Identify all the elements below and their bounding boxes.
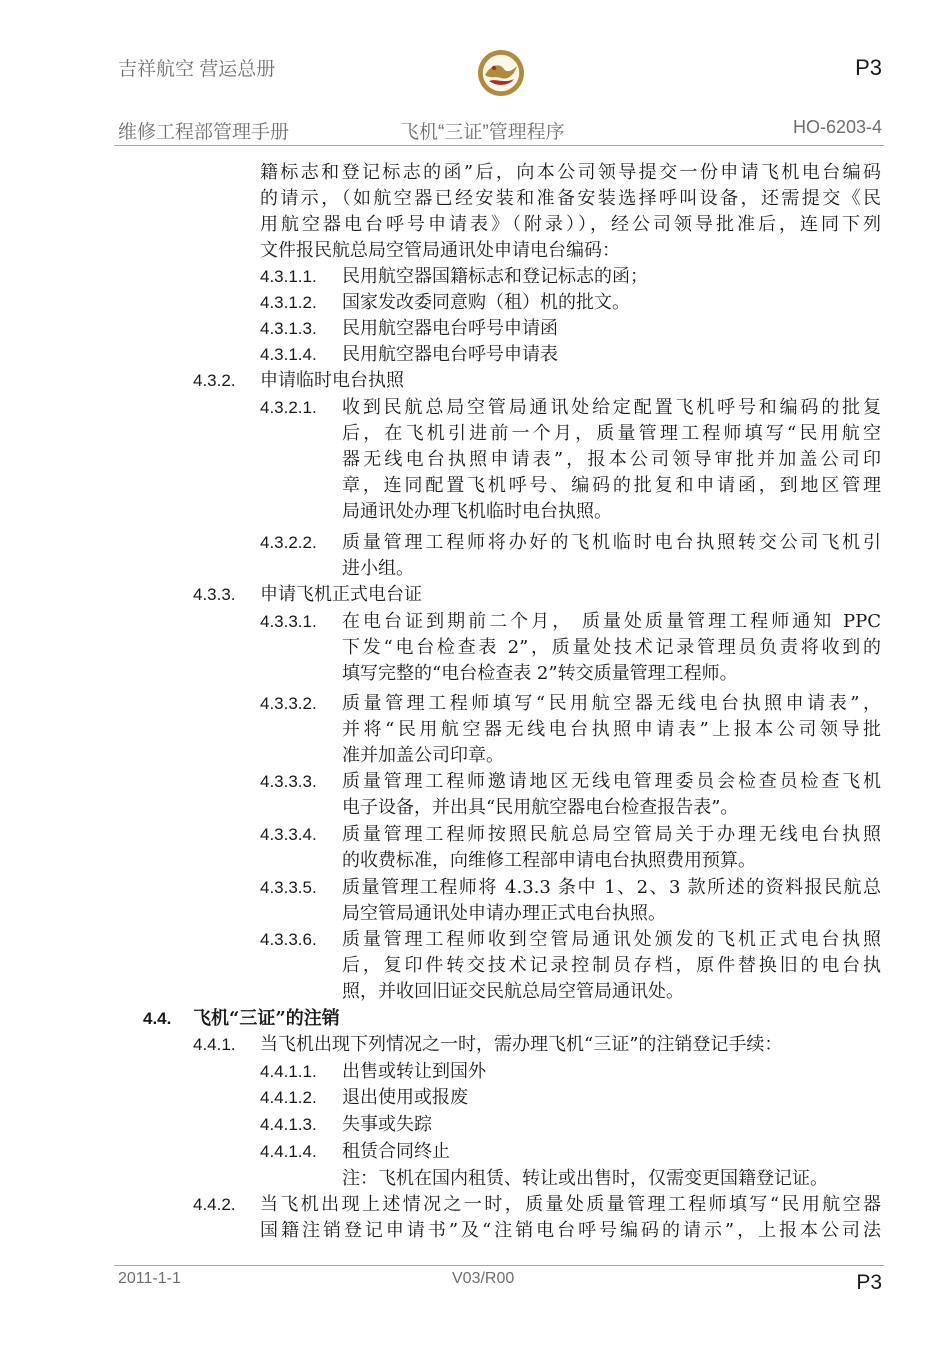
intro-line-1: 籍标志和登记标志的函”后，向本公司领导提交一份申请飞机电台编码 [260, 162, 881, 183]
section-heading: 飞机“三证”的注销 [193, 1008, 340, 1029]
item-text-line: 的收费标准，向维修工程部申请电台执照费用预算。 [342, 850, 756, 871]
item-text-line: 电子设备，并出具“民用航空器电台检查报告表”。 [342, 797, 739, 818]
item-text-line: 器无线电台执照申请表”，报本公司领导审批并加盖公司印 [342, 449, 881, 470]
item-text-line: 收到民航总局空管局通讯处给定配置飞机呼号和编码的批复 [342, 397, 881, 418]
section-text-line: 当飞机出现上述情况之一时，质量处质量管理工程师填写“民用航空器 [260, 1194, 881, 1215]
item-text-line: 局通讯处办理飞机临时电台执照。 [342, 501, 612, 522]
item-text-line: 后，复印件转交技术记录控制员存档，原件替换旧的电台执 [342, 955, 881, 976]
section-heading: 当飞机出现下列情况之一时，需办理飞机“三证”的注销登记手续： [260, 1034, 783, 1055]
header-divider [114, 145, 884, 146]
item-number: 4.4.1.1. [260, 1062, 317, 1081]
item-number: 4.3.1.3. [260, 319, 317, 338]
header-doc-number: HO-6203-4 [792, 117, 882, 137]
item-text: 退出使用或报废 [342, 1087, 468, 1108]
header-page-number: P3 [855, 55, 882, 80]
intro-line-4: 文件报民航总局空管局通讯处申请电台编码： [260, 240, 620, 261]
note-text: 注：飞机在国内租赁、转让或出售时，仅需变更国籍登记证。 [342, 1168, 828, 1189]
item-text-line: 准并加盖公司印章。 [342, 745, 504, 766]
item-text: 民用航空器电台呼号申请函 [342, 318, 558, 339]
item-text-line: 质量管理工程师邀请地区无线电管理委员会检查员检查飞机 [342, 771, 881, 792]
airline-logo-icon [476, 48, 526, 98]
section-number: 4.4.2. [193, 1195, 236, 1214]
item-text: 国家发改委同意购（租）机的批文。 [342, 292, 630, 313]
item-number: 4.3.1.2. [260, 293, 317, 312]
item-text-line: 局空管局通讯处申请办理正式电台执照。 [342, 903, 666, 924]
item-number: 4.3.2.2. [260, 533, 317, 552]
item-number: 4.3.3.2. [260, 694, 317, 713]
header-manual-name: 维修工程部管理手册 [118, 122, 290, 143]
item-text-line: 质量管理工程师按照民航总局空管局关于办理无线电台执照 [342, 824, 881, 845]
item-number: 4.3.3.4. [260, 825, 317, 844]
item-text-line: 下发“电台检查表 2”，质量处技术记录管理员负责将收到的 [342, 637, 881, 658]
item-text-line: 填写完整的“电台检查表 2”转交质量管理工程师。 [342, 663, 738, 684]
item-text-line: 质量管理工程师收到空管局通讯处颁发的飞机正式电台执照 [342, 929, 881, 950]
item-text-line: 照，并收回旧证交民航总局空管局通讯处。 [342, 981, 684, 1002]
footer-date: 2011-1-1 [118, 1270, 181, 1287]
section-number: 4.4.1. [193, 1035, 236, 1054]
intro-line-2: 的请示，（如航空器已经安装和准备安装选择呼叫设备，还需提交《民 [260, 188, 881, 209]
item-number: 4.4.1.4. [260, 1142, 317, 1161]
header-doc-title: 飞机“三证”管理程序 [400, 122, 565, 143]
item-text: 租赁合同终止 [342, 1141, 450, 1162]
item-number: 4.3.2.1. [260, 398, 317, 417]
footer-version: V03/R00 [452, 1270, 515, 1287]
section-heading: 申请飞机正式电台证 [260, 584, 422, 605]
item-text-line: 章，连同配置飞机呼号、编码的批复和申请函，到地区管理 [342, 475, 881, 496]
item-number: 4.3.1.4. [260, 345, 317, 364]
item-text: 民用航空器国籍标志和登记标志的函； [342, 266, 648, 287]
section-number: 4.4. [143, 1009, 172, 1028]
item-text-line: 质量管理工程师将 4.3.3 条中 1、2、3 款所述的资料报民航总 [342, 877, 881, 898]
item-text: 出售或转让到国外 [342, 1061, 486, 1082]
item-number: 4.4.1.3. [260, 1115, 317, 1134]
item-number: 4.3.1.1. [260, 267, 317, 286]
item-number: 4.3.3.5. [260, 878, 317, 897]
intro-line-3: 用航空器电台呼号申请表》（附录）），经公司领导批准后，连同下列 [260, 214, 881, 235]
section-text-line: 国籍注销登记申请书”及“注销电台呼号编码的请示”，上报本公司法 [260, 1220, 881, 1241]
item-text-line: 后，在飞机引进前一个月，质量管理工程师填写“民用航空 [342, 423, 881, 444]
item-number: 4.4.1.2. [260, 1088, 317, 1107]
section-number: 4.3.2. [193, 371, 236, 390]
section-heading: 申请临时电台执照 [260, 370, 404, 391]
item-text-line: 并将“民用航空器无线电台执照申请表”上报本公司领导批 [342, 719, 881, 740]
item-text-line: 质量管理工程师填写“民用航空器无线电台执照申请表”， [342, 693, 881, 714]
item-text-line: 质量管理工程师将办好的飞机临时电台执照转交公司飞机引 [342, 532, 881, 553]
item-text-line: 进小组。 [342, 558, 414, 579]
footer-page-number: P3 [856, 1271, 882, 1294]
header-company: 吉祥航空 营运总册 [118, 59, 276, 80]
item-text: 失事或失踪 [342, 1114, 432, 1135]
item-number: 4.3.3.3. [260, 772, 317, 791]
section-number: 4.3.3. [193, 585, 236, 604]
item-text: 民用航空器电台呼号申请表 [342, 344, 558, 365]
item-text-line: 在电台证到期前二个月， 质量处质量管理工程师通知 PPC [342, 611, 881, 632]
footer-divider [114, 1265, 884, 1266]
item-number: 4.3.3.6. [260, 930, 317, 949]
item-number: 4.3.3.1. [260, 612, 317, 631]
